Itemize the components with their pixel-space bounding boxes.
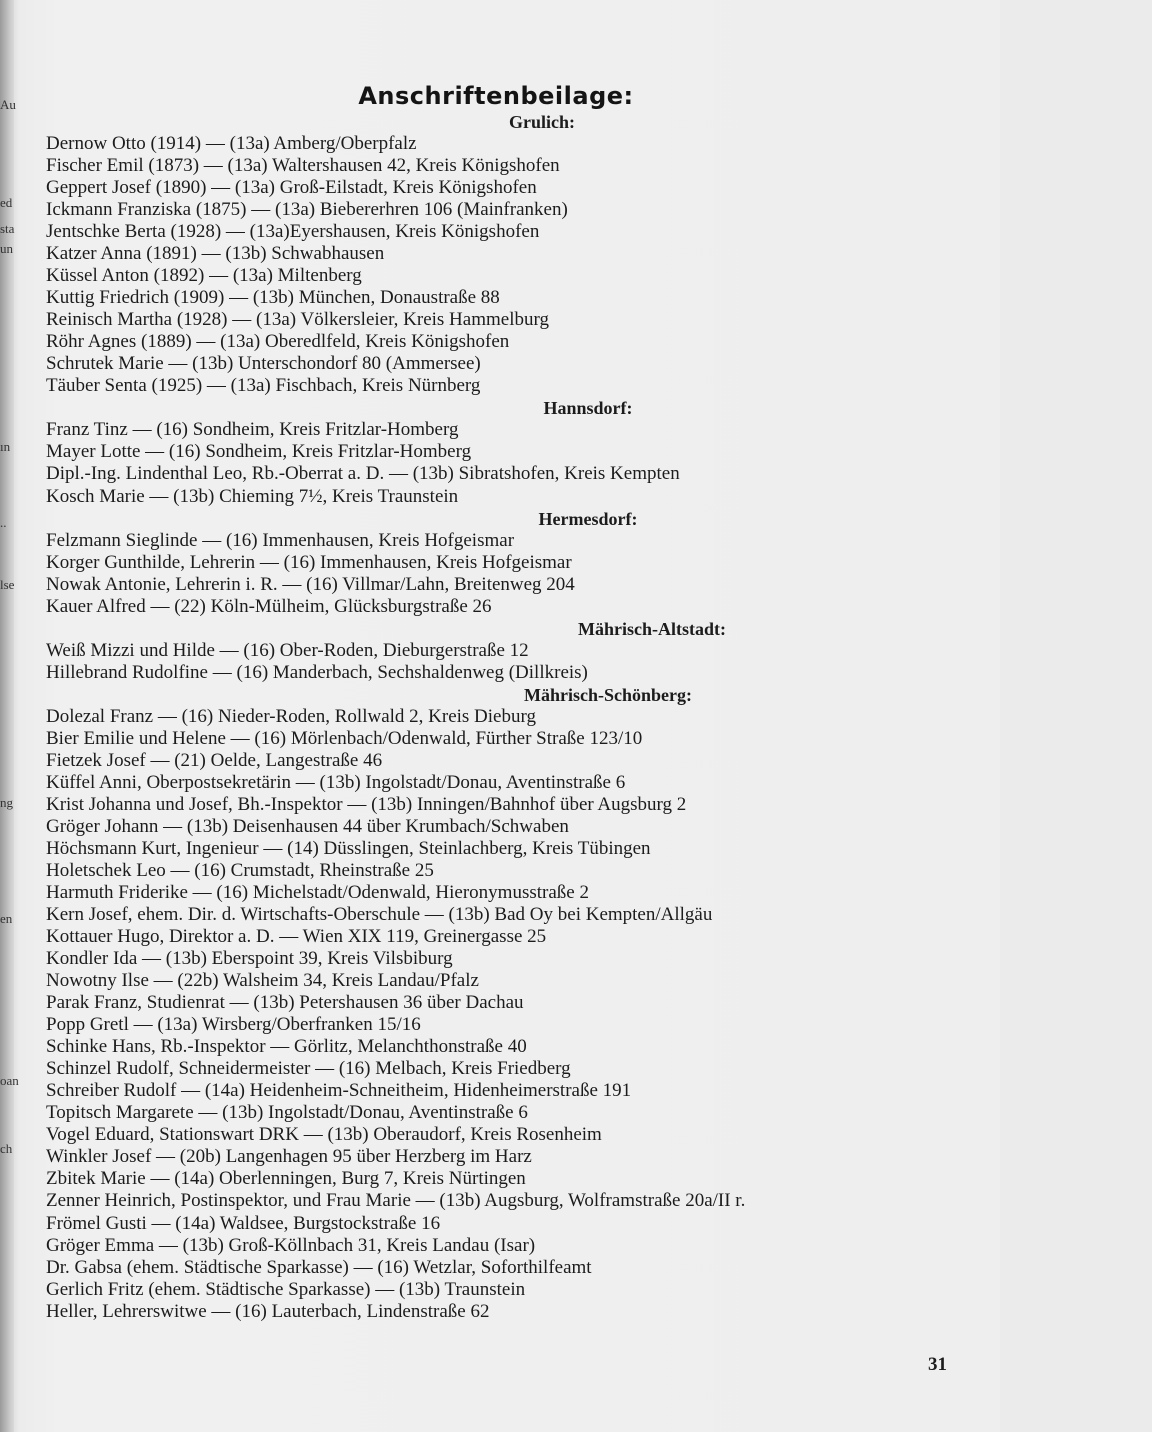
address-entry: Fischer Emil (1873) — (13a) Waltershausen 42, Kreis Königshofen bbox=[46, 155, 560, 177]
address-entry: Korger Gunthilde, Lehrerin — (16) Immenhausen, Kreis Hofgeismar bbox=[46, 551, 572, 573]
section-heading: Hermesdorf: bbox=[538, 508, 638, 529]
address-entry: Holetschek Leo — (16) Crumstadt, Rheinstraße 25 bbox=[46, 860, 434, 882]
address-entry: Küssel Anton (1892) — (13a) Miltenberg bbox=[46, 265, 362, 287]
page-title: Anschriftenbeilage: bbox=[358, 82, 634, 110]
address-entry: Katzer Anna (1891) — (13b) Schwabhausen bbox=[46, 243, 385, 265]
address-entry: Dolezal Franz — (16) Nieder-Roden, Rollwald 2, Kreis Dieburg bbox=[46, 705, 536, 727]
address-entry: Kottauer Hugo, Direktor a. D. — Wien XIX 119, Greinergasse 25 bbox=[46, 926, 547, 948]
section-heading: Mährisch-Schönberg: bbox=[524, 684, 692, 705]
address-entry: Winkler Josef — (20b) Langenhagen 95 über Herzberg im Harz bbox=[46, 1146, 532, 1168]
address-entry: Täuber Senta (1925) — (13a) Fischbach, Kreis Nürnberg bbox=[46, 375, 481, 397]
address-entry: Hillebrand Rudolfine — (16) Manderbach, Sechshaldenweg (Dillkreis) bbox=[46, 661, 588, 683]
address-entry: Gerlich Fritz (ehem. Städtische Sparkasse) — (13b) Traunstein bbox=[46, 1278, 526, 1300]
address-entry: Franz Tinz — (16) Sondheim, Kreis Fritzlar-Homberg bbox=[46, 419, 459, 441]
address-entry: Schrutek Marie — (13b) Unterschondorf 80 (Ammersee) bbox=[46, 353, 481, 375]
margin-fragment: Au bbox=[0, 97, 16, 112]
address-entry: Fietzek Josef — (21) Oelde, Langestraße 46 bbox=[46, 749, 383, 771]
address-entry: Heller, Lehrerswitwe — (16) Lauterbach, Lindenstraße 62 bbox=[46, 1300, 490, 1322]
page-number: 31 bbox=[928, 1354, 947, 1375]
address-entry: Schreiber Rudolf — (14a) Heidenheim-Schneitheim, Hidenheimerstraße 191 bbox=[46, 1080, 632, 1102]
margin-fragment: ed bbox=[0, 195, 13, 210]
margin-fragment: lse bbox=[0, 577, 15, 592]
address-entry: Frömel Gusti — (14a) Waldsee, Burgstockstraße 16 bbox=[46, 1212, 441, 1234]
address-entry: Bier Emilie und Helene — (16) Mörlenbach/Odenwald, Fürther Straße 123/10 bbox=[46, 727, 643, 749]
address-entry: Parak Franz, Studienrat — (13b) Petershausen 36 über Dachau bbox=[46, 992, 524, 1014]
address-entry: Felzmann Sieglinde — (16) Immenhausen, Kreis Hofgeismar bbox=[46, 529, 515, 551]
address-entry: Geppert Josef (1890) — (13a) Groß-Eilstadt, Kreis Königshofen bbox=[46, 177, 537, 199]
margin-fragment: .. bbox=[0, 515, 7, 530]
address-entry: Gröger Johann — (13b) Deisenhausen 44 über Krumbach/Schwaben bbox=[46, 815, 569, 837]
address-entry: Zbitek Marie — (14a) Oberlenningen, Burg 7, Kreis Nürtingen bbox=[46, 1168, 526, 1190]
margin-fragment: un bbox=[0, 241, 13, 256]
section-heading: Hannsdorf: bbox=[543, 398, 633, 419]
address-entry: Weiß Mizzi und Hilde — (16) Ober-Roden, Dieburgerstraße 12 bbox=[46, 639, 529, 661]
address-entry: Nowotny Ilse — (22b) Walsheim 34, Kreis Landau/Pfalz bbox=[46, 970, 479, 992]
address-entry: Höchsmann Kurt, Ingenieur — (14) Düsslingen, Steinlachberg, Kreis Tübingen bbox=[46, 837, 651, 859]
address-entry: Jentschke Berta (1928) — (13a)Eyershausen, Kreis Königshofen bbox=[46, 221, 540, 243]
address-entry: Kuttig Friedrich (1909) — (13b) München, Donaustraße 88 bbox=[46, 287, 500, 309]
address-entry: Mayer Lotte — (16) Sondheim, Kreis Fritzlar-Homberg bbox=[46, 441, 472, 463]
address-entry: Kern Josef, ehem. Dir. d. Wirtschafts-Oberschule — (13b) Bad Oy bei Kempten/Allgäu bbox=[46, 904, 713, 926]
address-entry: Schinke Hans, Rb.-Inspektor — Görlitz, Melanchthonstraße 40 bbox=[46, 1036, 527, 1058]
address-entry: Dipl.-Ing. Lindenthal Leo, Rb.-Oberrat a. D. — (13b) Sibratshofen, Kreis Kempten bbox=[46, 463, 680, 485]
address-entry: Vogel Eduard, Stationswart DRK — (13b) Oberaudorf, Kreis Rosenheim bbox=[46, 1124, 602, 1146]
address-entry: Küffel Anni, Oberpostsekretärin — (13b) Ingolstadt/Donau, Aventinstraße 6 bbox=[46, 771, 626, 793]
margin-fragment: ng bbox=[0, 795, 13, 810]
margin-fragment: sta bbox=[0, 221, 15, 236]
section-heading: Grulich: bbox=[509, 112, 575, 132]
margin-fragment: ın bbox=[0, 439, 11, 454]
address-entry: Topitsch Margarete — (13b) Ingolstadt/Donau, Aventinstraße 6 bbox=[46, 1102, 528, 1124]
address-entry: Popp Gretl — (13a) Wirsberg/Oberfranken 15/16 bbox=[46, 1014, 421, 1036]
address-entry: Röhr Agnes (1889) — (13a) Oberedlfeld, Kreis Königshofen bbox=[46, 331, 510, 353]
address-entry: Kosch Marie — (13b) Chieming 7½, Kreis Traunstein bbox=[46, 485, 459, 507]
address-entry: Ickmann Franziska (1875) — (13a) Biebererhren 106 (Mainfranken) bbox=[46, 199, 568, 221]
address-entry: Kondler Ida — (13b) Eberspoint 39, Kreis Vilsbiburg bbox=[46, 948, 453, 970]
margin-fragment: oan bbox=[0, 1073, 19, 1088]
address-entry: Krist Johanna und Josef, Bh.-Inspektor — (13b) Inningen/Bahnhof über Augsburg 2 bbox=[46, 793, 687, 815]
address-entry: Nowak Antonie, Lehrerin i. R. — (16) Villmar/Lahn, Breitenweg 204 bbox=[46, 573, 575, 595]
margin-fragment: ch bbox=[0, 1141, 13, 1156]
address-entry: Kauer Alfred — (22) Köln-Mülheim, Glücksburgstraße 26 bbox=[46, 595, 492, 617]
address-entry: Dr. Gabsa (ehem. Städtische Sparkasse) — (16) Wetzlar, Soforthilfeamt bbox=[46, 1256, 592, 1278]
address-entry: Schinzel Rudolf, Schneidermeister — (16) Melbach, Kreis Friedberg bbox=[46, 1058, 571, 1080]
address-entry: Harmuth Friderike — (16) Michelstadt/Odenwald, Hieronymusstraße 2 bbox=[46, 882, 589, 904]
section-heading: Mährisch-Altstadt: bbox=[578, 618, 726, 639]
address-entry: Reinisch Martha (1928) — (13a) Völkersleier, Kreis Hammelburg bbox=[46, 309, 549, 331]
address-entry: Dernow Otto (1914) — (13a) Amberg/Oberpfalz bbox=[46, 133, 417, 155]
margin-fragment: en bbox=[0, 911, 13, 926]
address-entry: Gröger Emma — (13b) Groß-Köllnbach 31, Kreis Landau (Isar) bbox=[46, 1234, 536, 1256]
address-entry: Zenner Heinrich, Postinspektor, und Frau Marie — (13b) Augsburg, Wolframstraße 20a/II r. bbox=[46, 1190, 746, 1212]
